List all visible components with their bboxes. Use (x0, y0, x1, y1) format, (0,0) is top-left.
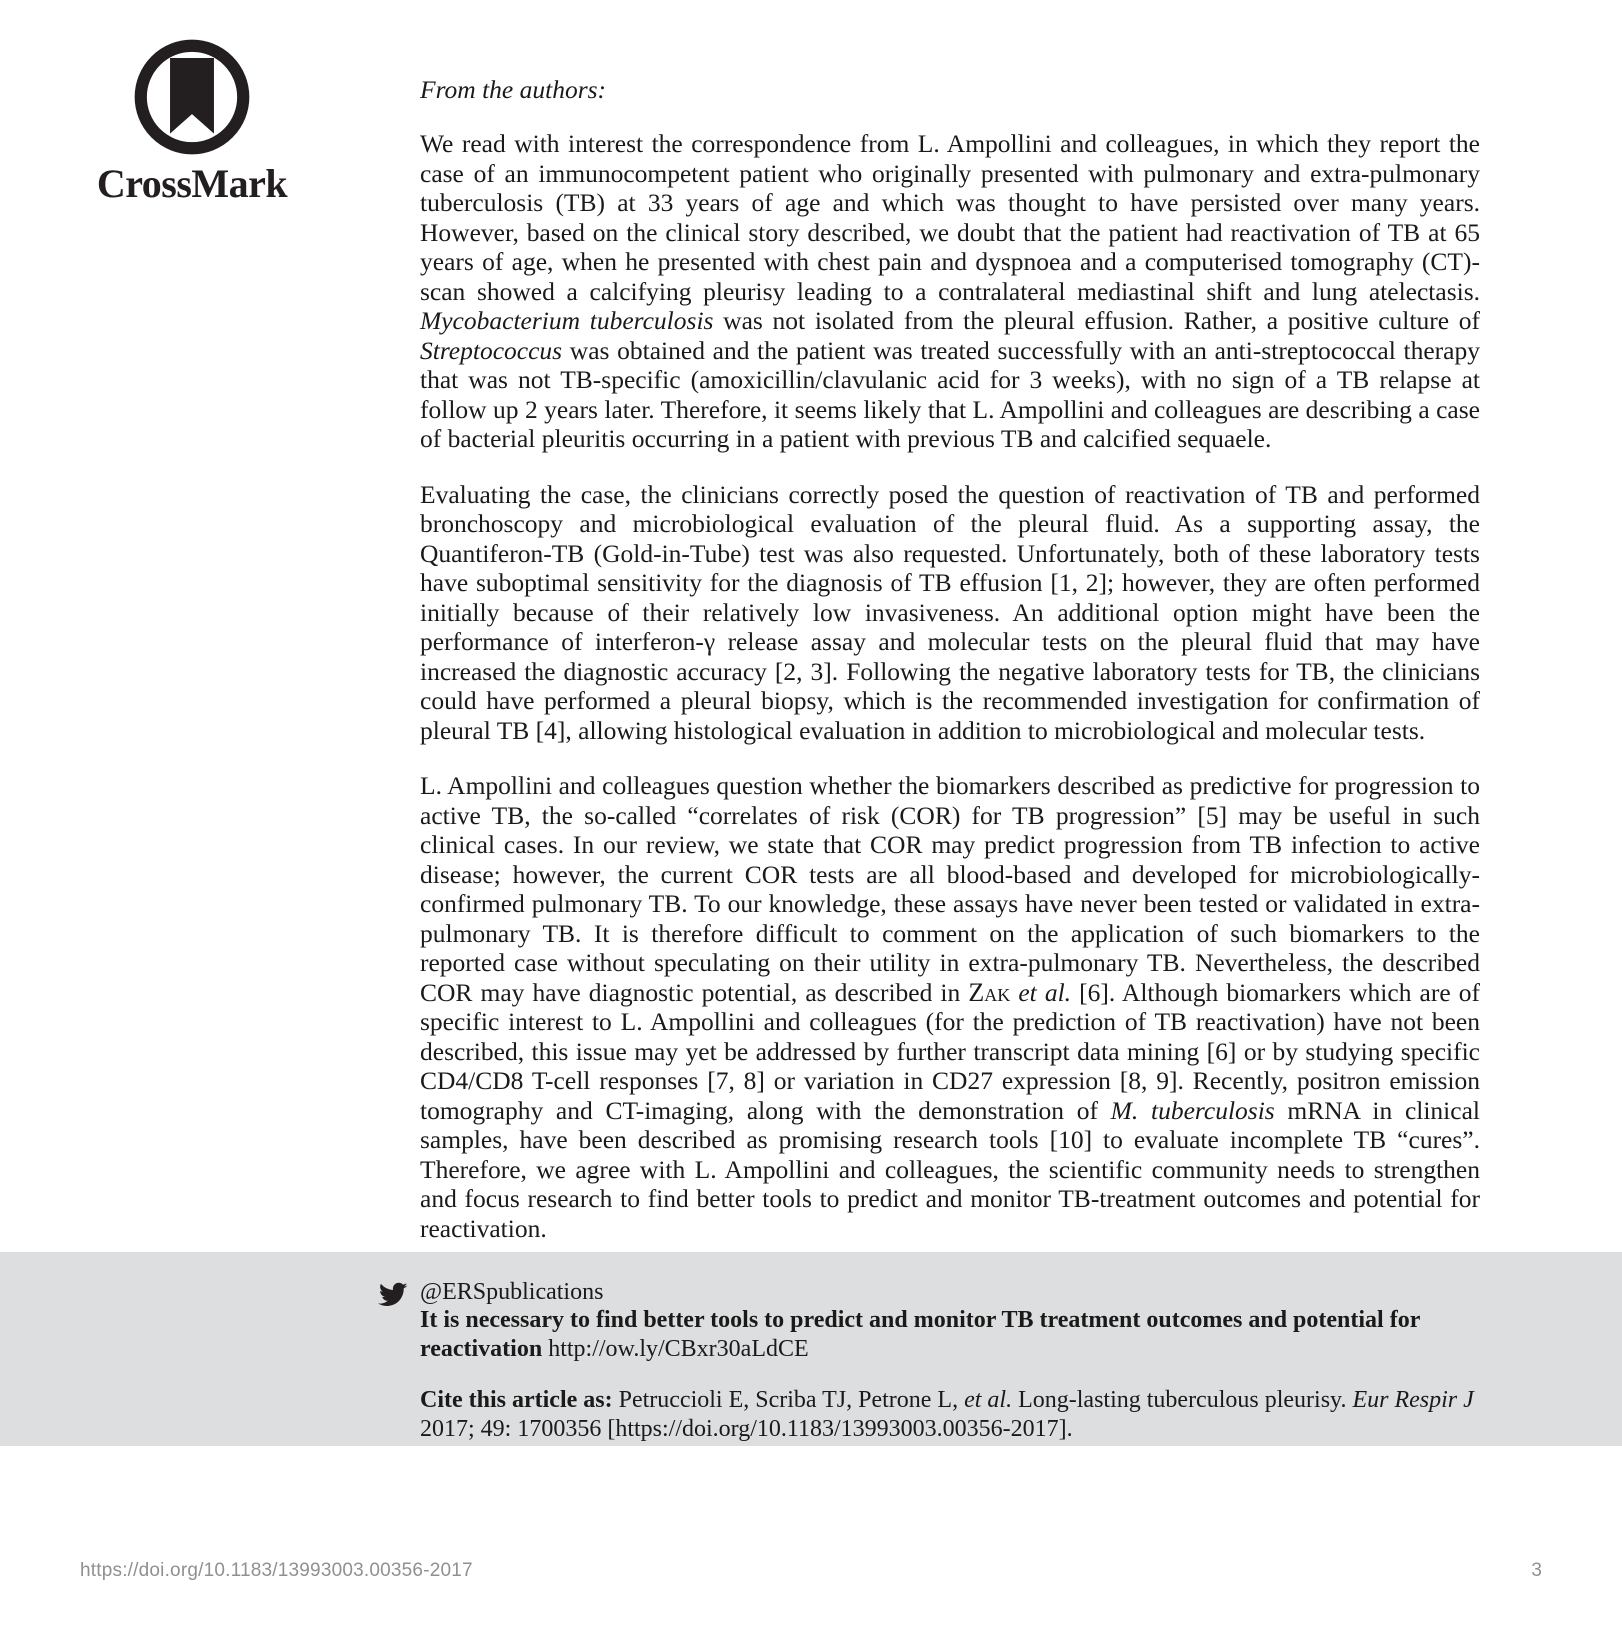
text-run: was obtained and the patient was treated successfully with an anti-streptococcal therapy that was not TB-specific (amoxicillin/clavulanic acid for 3 weeks), with no sign of a TB relapse at follow up 2 years later. Therefore, it seems likely that L. Ampollini and colleagues are describing a case of bacterial pleuritis occurring in a patient with previous TB and calcified sequaele. (420, 335, 1480, 454)
tweet-link[interactable]: http://ow.ly/CBxr30aLdCE (548, 1336, 809, 1362)
paragraph-1 (420, 129, 1480, 454)
footer-page-number: 3 (1531, 1560, 1542, 1581)
cite-etal: et al. (964, 1387, 1013, 1413)
highlight-band (0, 1252, 1622, 1446)
highlight-inner (420, 1278, 1482, 1444)
tweet-block (420, 1278, 1482, 1364)
italic-run: M. tuberculosis (1110, 1095, 1275, 1125)
page-footer (0, 1560, 1622, 1590)
italic-run: Mycobacterium tuberculosis (420, 306, 714, 336)
cite-journal: Eur Respir J (1352, 1387, 1474, 1413)
italic-run: et al. (1018, 977, 1072, 1007)
text-run: was not isolated from the pleural effusion. Rather, a positive culture of (713, 306, 1480, 336)
cite-title: Long-lasting tuberculous pleurisy. (1018, 1387, 1347, 1413)
from-the-authors-label: From the authors: (420, 75, 607, 104)
crossmark-logo[interactable] (72, 36, 312, 204)
text-run: L. Ampollini and colleagues question whether the biomarkers described as predictive for progression to active TB, the so-called “correlates of risk (COR) for TB progression” [5] may be useful in such clinical cases. In our review, we state that COR may predict progression from TB infection to active disease; however, the current COR tests are all blood-based and developed for microbiologically-confirmed pulmonary TB. To our knowledge, these assays have never been tested or validated in extra-pulmonary TB. It is therefore difficult to comment on the application of such biomarkers to the reported case without speculating on their utility in extra-pulmonary TB. Nevertheless, the described COR may have diagnostic potential, as described in (420, 771, 1480, 1007)
footer-doi-link[interactable]: https://doi.org/10.1183/13993003.00356-2017 (80, 1560, 473, 1581)
article-body (420, 74, 1480, 1243)
text-run: We read with interest the correspondence from L. Ampollini and colleagues, in which they report the case of an immunocompetent patient who originally presented with pulmonary and extra-pulmonary tuberculosis (TB) at 33 years of age and which was thought to have persisted over many years. However, based on the clinical story described, we doubt that the patient had reactivation of TB at 65 years of age, when he presented with chest pain and dyspnoea and a computerised tomography (CT)-scan showed a calcifying pleurisy leading to a contralateral mediastinal shift and lung atelectasis. (420, 129, 1480, 306)
text-run: Evaluating the case, the clinicians correctly posed the question of reactivation of TB and performed bronchoscopy and microbiological evaluation of the pleural fluid. As a supporting assay, the Quantiferon-TB (Gold-in-Tube) test was also requested. Unfortunately, both of these laboratory tests have suboptimal sensitivity for the diagnosis of TB effusion [1, 2]; however, they are often performed initially because of their relatively low invasiveness. An additional option might have been the performance of interferon-γ release assay and molecular tests on the pleural fluid that may have increased the diagnostic accuracy [2, 3]. Following the negative laboratory tests for TB, the clinicians could have performed a pleural biopsy, which is the recommended investigation for confirmation of pleural TB [4], allowing histological evaluation in addition to microbiological and molecular tests. (420, 479, 1480, 745)
italic-run: Streptococcus (420, 335, 563, 365)
paragraph-2 (420, 480, 1480, 746)
cite-label: Cite this article as: (420, 1387, 613, 1413)
cite-authors: Petruccioli E, Scriba TJ, Petrone L, (618, 1387, 959, 1413)
cite-details: 2017; 49: 1700356 [https://doi.org/10.1183/13993003.00356-2017]. (420, 1416, 1073, 1442)
twitter-handle[interactable]: @ERSpublications (420, 1279, 604, 1305)
paragraph-3 (420, 771, 1480, 1243)
citation-block (420, 1386, 1482, 1444)
text-run: [6]. Although biomarkers which are of specific interest to L. Ampollini and colleagues (for the prediction of TB reactivation) have not been described, this issue may yet be addressed by further transcript data mining [6] or by studying specific CD4/CD8 T-cell responses [7, 8] or variation in CD27 expression [8, 9]. Recently, positron emission tomography and CT-imaging, along with the demonstration of (420, 977, 1480, 1125)
tweet-bold-text: It is necessary to find better tools to predict and monitor TB treatment outcomes and potential for reactivation (420, 1307, 1420, 1362)
smallcaps-run: Zak (968, 977, 1011, 1007)
tweet-text (420, 1306, 1482, 1364)
crossmark-wordmark: CrossMark (96, 161, 288, 206)
crossmark-icon (131, 36, 253, 158)
twitter-bird-icon[interactable] (378, 1282, 408, 1308)
text-run: mRNA in clinical samples, have been described as promising research tools [10] to evaluate incomplete TB “cures”. Therefore, we agree with L. Ampollini and colleagues, the scientific community needs to strengthen and focus research to find better tools to predict and monitor TB-treatment outcomes and potential for reactivation. (420, 1095, 1480, 1243)
